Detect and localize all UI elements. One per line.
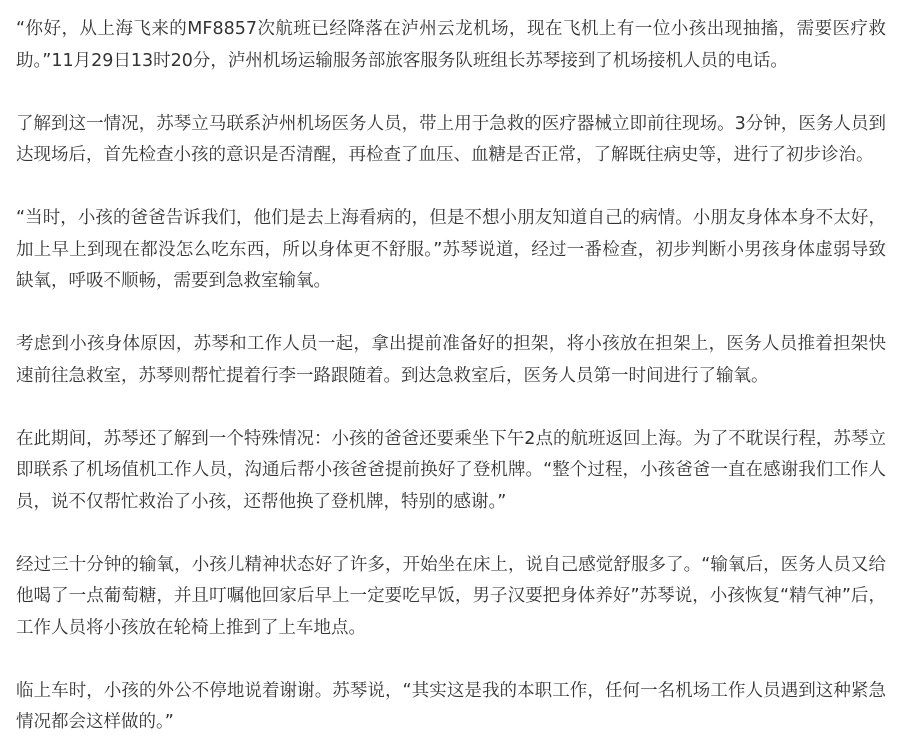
article-paragraph: 在此期间，苏琴还了解到一个特殊情况：小孩的爸爸还要乘坐下午2点的航班返回上海。为了不耽误行程，苏琴立即联系了机场值机工作人员，沟通后帮小孩爸爸提前换好了登机牌。“整个过程，小孩爸爸一直在感谢我们工作人员，说不仅帮忙救治了小孩，还帮他换了登机牌，特别的感谢。” [16, 428, 886, 512]
article-paragraph: 了解到这一情况，苏琴立马联系泸州机场医务人员，带上用于急救的医疗器械立即前往现场。3分钟，医务人员到达现场后，首先检查小孩的意识是否清醒，再检查了血压、血糖是否正常，了解既往病史等，进行了初步诊治。 [16, 113, 886, 165]
article-paragraph: 考虑到小孩身体原因，苏琴和工作人员一起，拿出提前准备好的担架，将小孩放在担架上，医务人员推着担架快速前往急救室，苏琴则帮忙提着行李一路跟随着。到达急救室后，医务人员第一时间进行了输氧。 [16, 334, 886, 386]
article-paragraph: 临上车时，小孩的外公不停地说着谢谢。苏琴说，“其实这是我的本职工作，任何一名机场工作人员遇到这种紧急情况都会这样做的。” [16, 680, 886, 732]
article-body [16, 14, 886, 739]
article-paragraph: “你好，从上海飞来的MF8857次航班已经降落在泸州云龙机场，现在飞机上有一位小孩出现抽搐，需要医疗救助。”11月29日13时20分，泸州机场运输服务部旅客服务队班组长苏琴接到了机场接机人员的电话。 [16, 19, 886, 71]
article-paragraph: “当时，小孩的爸爸告诉我们，他们是去上海看病的，但是不想小朋友知道自己的病情。小朋友身体本身不太好，加上早上到现在都没怎么吃东西，所以身体更不舒服。”苏琴说道，经过一番检查，初步判断小男孩身体虚弱导致缺氧，呼吸不顺畅，需要到急救室输氧。 [16, 208, 886, 291]
article-paragraph: 经过三十分钟的输氧，小孩儿精神状态好了许多，开始坐在床上，说自己感觉舒服多了。“输氧后，医务人员又给他喝了一点葡萄糖，并且叮嘱他回家后早上一定要吃早饭，男子汉要把身体养好”苏琴说，小孩恢复“精气神”后，工作人员将小孩放在轮椅上推到了上车地点。 [16, 554, 886, 638]
